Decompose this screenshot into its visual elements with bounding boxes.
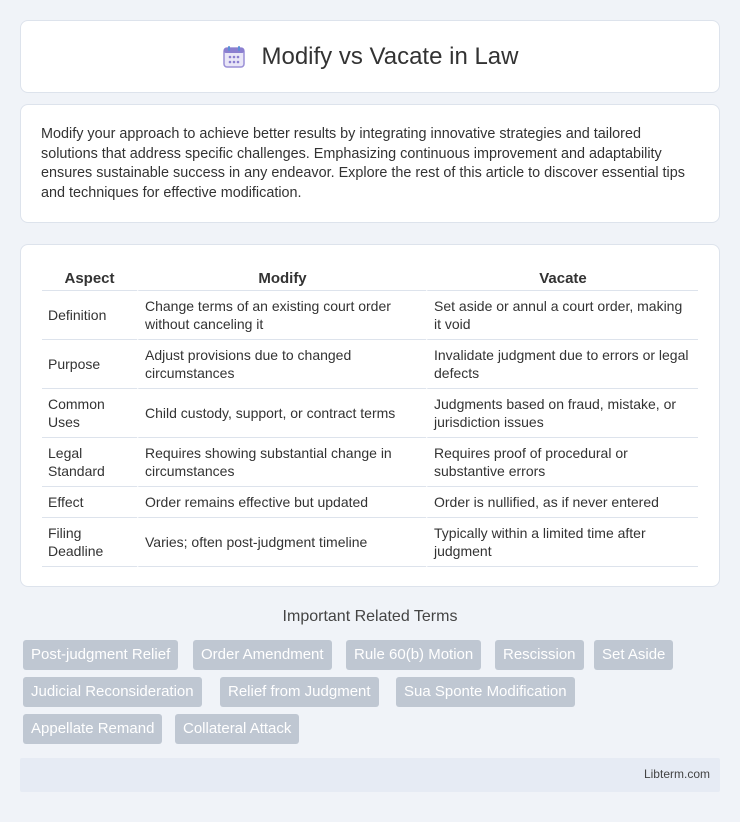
cell-modify: Requires showing substantial change in circumstances: [137, 438, 426, 487]
tag-sua-sponte-modification[interactable]: Sua Sponte Modification: [396, 677, 575, 707]
header-vacate: Vacate: [426, 266, 698, 291]
footer: [20, 758, 720, 792]
cell-vacate: Invalidate judgment due to errors or legal defects: [426, 340, 698, 389]
cell-aspect: Definition: [42, 291, 137, 340]
tag-rule-60b-motion[interactable]: Rule 60(b) Motion: [346, 640, 481, 670]
tag-rescission[interactable]: Rescission: [495, 640, 584, 670]
comparison-table: [42, 266, 698, 567]
page-title: Modify vs Vacate in Law: [261, 42, 519, 70]
comparison-table-card: [20, 244, 720, 587]
cell-aspect: Legal Standard: [42, 438, 137, 487]
intro-text: Modify your approach to achieve better results by integrating innovative strategies and tailored solutions that address specific challenges. Emphasizing continuous improvement and adaptability ensures sustainable success in any endeavor. Explore the rest of this article to discover essential tips and techniques for effective modification.: [41, 126, 685, 201]
cell-modify: Varies; often post-judgment timeline: [137, 518, 426, 567]
cell-aspect: Common Uses: [42, 389, 137, 438]
table-row: [42, 340, 698, 389]
calendar-icon: [221, 44, 247, 70]
related-terms-title: Important Related Terms: [282, 608, 458, 625]
footer-brand[interactable]: Libterm.com: [643, 767, 710, 781]
cell-vacate: Order is nullified, as if never entered: [426, 487, 698, 518]
tag-set-aside[interactable]: Set Aside: [594, 640, 673, 670]
tag-post-judgment-relief[interactable]: Post-judgment Relief: [23, 640, 178, 670]
tag-judicial-reconsideration[interactable]: Judicial Reconsideration: [23, 677, 202, 707]
cell-vacate: Requires proof of procedural or substantive errors: [426, 438, 698, 487]
cell-vacate: Judgments based on fraud, mistake, or jurisdiction issues: [426, 389, 698, 438]
table-row: [42, 389, 698, 438]
cell-modify: Adjust provisions due to changed circumstances: [137, 340, 426, 389]
table-row: [42, 291, 698, 340]
cell-vacate: Set aside or annul a court order, making it void: [426, 291, 698, 340]
tag-order-amendment[interactable]: Order Amendment: [193, 640, 332, 670]
header-modify: Modify: [137, 266, 426, 291]
cell-modify: Change terms of an existing court order without canceling it: [137, 291, 426, 340]
table-row: [42, 487, 698, 518]
table-header-row: [42, 266, 698, 291]
cell-modify: Order remains effective but updated: [137, 487, 426, 518]
intro-card: [20, 104, 720, 223]
cell-aspect: Purpose: [42, 340, 137, 389]
header-aspect: Aspect: [42, 266, 137, 291]
tag-appellate-remand[interactable]: Appellate Remand: [23, 714, 162, 744]
cell-vacate: Typically within a limited time after judgment: [426, 518, 698, 567]
header-card: [20, 20, 720, 93]
table-row: [42, 438, 698, 487]
cell-modify: Child custody, support, or contract terms: [137, 389, 426, 438]
table-row: [42, 518, 698, 567]
tag-relief-from-judgment[interactable]: Relief from Judgment: [220, 677, 379, 707]
tag-collateral-attack[interactable]: Collateral Attack: [175, 714, 299, 744]
cell-aspect: Filing Deadline: [42, 518, 137, 567]
cell-aspect: Effect: [42, 487, 137, 518]
